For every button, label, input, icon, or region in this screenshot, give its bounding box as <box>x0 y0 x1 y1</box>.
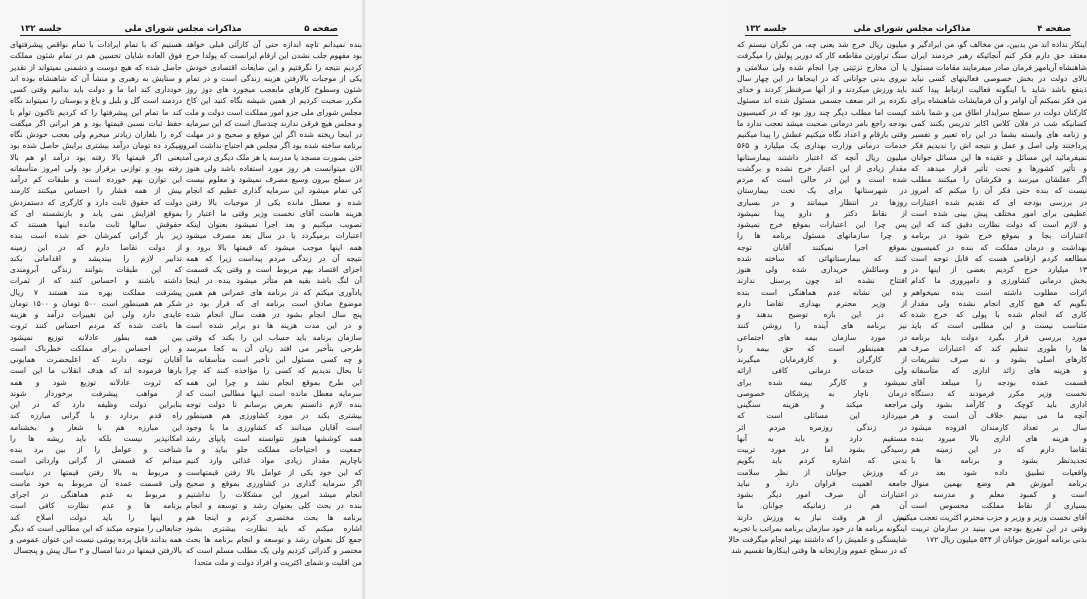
text-line: همه کوششها هنوز نتوانسته است پابپای رشد <box>186 433 362 443</box>
text-line: ولی قسمت عمده آن مربوط به خود ماست <box>10 478 182 488</box>
text-line: پیشرفت مملکت بهره مند هستند ۷ ریال <box>10 287 182 297</box>
text-line: موضوع صادق است برنامه ای که قرار بود در <box>186 298 362 308</box>
text-line: آن لنگ باشد بقیه هم متأثر میشود بنده در اینجا <box>186 276 362 286</box>
text-line: در شهرستانها برای یک تخت بیمارستان <box>737 186 907 196</box>
text-line: اشاره میکنم که باید نظارت بیشتری بشود <box>186 523 362 533</box>
text-line: تقاضا دارم که در این زمینه هم <box>911 445 1087 454</box>
text-line: میپردازد این مسائلی است که <box>737 411 907 421</box>
text-line: و اینها را باید دولت اصلاح کند <box>10 512 182 522</box>
text-line: تصویب میکنیم و بعد اجرا نمیشود بعنوان اینکه <box>186 220 362 229</box>
text-line: بخش درمانی کشاورزی و دامپروری ما کدام <box>911 276 1087 286</box>
text-line: و این احساس برای مملکت خطرناک است <box>10 343 182 353</box>
text-line: و چه کسی مسئول این تأخیر است متأسفانه ما <box>186 355 362 364</box>
text-line: که این طبقات بتوانند زندگی آبرومندی <box>10 265 182 274</box>
text-line: انجام میشد امروز این مشکلات را نداشتیم <box>186 490 362 499</box>
text-line: امکانپذیر نیست بلکه باید ریشه ها را <box>10 433 182 443</box>
text-line: این مبارزه هم با شعار و بخشنامه <box>10 422 182 432</box>
text-line: و ستایش به رهبری و منشأ آن که شاهنشاه بوده اند <box>10 73 182 83</box>
text-line: تا بحال ندیدیم که کسی را مؤاخذه کنند که چرا <box>186 366 362 376</box>
text-line: کاری که انجام شده با پولی که خرج شده <box>911 310 1087 319</box>
text-line: بیشتری بکند در مورد کشاورزی هم همینطور <box>186 411 362 421</box>
text-line: برنامه ها و عدم نظارت کافی است <box>10 501 182 511</box>
text-line: و مجلس هیچ فرقی ندارند چندسال است که این سرمایه <box>186 118 362 128</box>
text-line: عظیمی برای امور مختلف پیش بینی شده است <box>911 208 1087 218</box>
text-line: و لازم است که دولت نظارت دقیق کند که این <box>911 220 1087 229</box>
text-column-right <box>899 39 1087 585</box>
text-line: اگر سرمایه گذاری در کشاورزی بموقع و صحیح <box>186 478 362 488</box>
text-line: اعتبارات بجا و بموقع خرج شود در برنامه <box>911 231 1087 241</box>
text-line: برنامه ها بحث مختصری کردم و اینجا هم <box>186 512 362 522</box>
text-line: نیروی بدنی جوانانی که در اینجاها در این چهار سال <box>737 73 907 83</box>
text-line: بالای دولت در بخش خصوصی فعالیتهای کسی نباید <box>911 73 1087 83</box>
page-5 <box>0 0 364 599</box>
text-line: شایستگی و علمیش را که داشتند بهتر انجام میگرفت حالا <box>728 535 907 544</box>
text-line: جمعیت و احتیاجات مملکت جلو بیاید و ما <box>186 445 362 454</box>
text-line: وقتی بارقام و اعداد نگاه میکنیم عطش را پیدا میکنیم <box>737 130 907 139</box>
text-line: الان میتوانست هر روز مورد استفاده باشد ولی هنوز <box>186 163 362 173</box>
text-line: یا آن مخارج تزئینی چرا انجام شده ولی سلامتی و <box>737 62 907 72</box>
text-line: در بررسی بودجه ای که تقدیم شده اعتبارات <box>911 197 1087 207</box>
text-line: از وزیر محترم بهداری تقاضا دارم <box>737 298 907 308</box>
text-line: در مورد سازمان بیمه های اجتماعی <box>737 332 907 342</box>
text-line: خودداری کند اما ما و دولت باید بدانیم وقتی کسی <box>10 85 182 94</box>
text-line: حاصل شده که هیچ دوست و دشمنی نمیتواند از تقدیر <box>10 62 182 72</box>
session-number: جلسه ۱۳۲ <box>20 24 62 34</box>
text-line: کارهای اصلی بشود و نه صرف تشریفات <box>911 355 1087 364</box>
text-line: و هزینه های زائد اداری که متأسفانه <box>911 366 1087 376</box>
text-line: بگویم که هیچ کاری انجام نشده ولی مقدار <box>911 298 1087 308</box>
text-line: حتی بصورت مسجد یا مدرسه یا هر ملک دیگری درمی آمد <box>181 152 362 162</box>
text-line: شکر هم همینطور است ۵۰۰ تومان و ۱۵۰۰ تومان <box>10 298 182 308</box>
text-line: جامعه اهمیت فراوان دارد و نباید <box>737 478 907 488</box>
text-line: عایدی دارد ولی این تغییرات درآمد و هزینه <box>10 310 182 319</box>
text-line: بهداشت و درمان مملکت که بنده در کمیسیون <box>911 242 1087 252</box>
text-line: نیست که بنده حتی فکر آن را میکنم که امروز <box>911 186 1087 196</box>
text-line: بودجه راجع بامر درمانی صحبت میشد تعجب ندارد ما <box>737 118 907 128</box>
text-line: زیر بار گرانی کمرشان خم شده است بنده <box>10 231 182 241</box>
text-line: برنامه آموزش هم وضع بهمین منوال <box>911 478 1087 488</box>
text-line: روزها در انتظار میمانند و در بسیاری <box>737 197 907 207</box>
text-line: یعنی اگر قیمتها بالا رفته بود درآمد او هم بالا <box>10 152 182 162</box>
text-line: نتیجه آن در زندگی مردم پیداست زیرا که همه <box>186 253 362 263</box>
text-line: اینگونه برنامه ها در خود سازمان برنامه بمراتب با تجربه <box>732 523 907 533</box>
text-line: بنده نمیدانم تاچه اندازه حتی آن کارآئی قبلی خواهد <box>186 40 362 49</box>
text-line: سنگ تراورتن مقاطعه کار که دوربر پولش را میگرفت <box>737 51 907 61</box>
text-line: اگر عقلشان میرسد و فکرشان را میکنند مطلب <box>911 175 1087 184</box>
text-line: باید ورزش میکردند و از آنها صرفنظر کردند و خدای <box>737 85 907 94</box>
text-line: و این نشانه عدم هماهنگی است بنده <box>737 287 907 297</box>
text-line: رسیدگی بشود اما در مورد تربیت <box>737 445 907 454</box>
text-line: اداری باید کوچک و کارآمد بشود ولی <box>911 400 1087 409</box>
text-line: از نقاط دکتر و دارو پیدا نمیشود <box>737 208 907 218</box>
text-line: در زندگی روزمره مردم اثر <box>737 422 907 432</box>
text-line: از مواهب پیشرفت برخوردار شوند <box>10 388 182 398</box>
text-line: کردیم نتیجه را نگرفتیم و این ضایعات اقتصادی خودش <box>186 62 362 72</box>
text-line: پس چرا این اعتبارات بموقع خرج نمیشود <box>737 220 907 229</box>
text-line: مقدار زیادی از این اعتبار خرج نشده و برگشت <box>737 163 907 173</box>
text-line: همه بدانند قابل پرده پوشی نیست این عنوان عمومی و <box>10 535 182 544</box>
text-line: میکرد ده تومان درآمد بیشتری برایش حاصل شده بود <box>10 141 182 151</box>
text-line: نیز برنامه های آینده را روشن کنند <box>737 321 907 331</box>
text-line: و در این مدت هزینه ها دو برابر شده است <box>186 321 362 331</box>
text-line: کنند که بیمارستانهائی که ساخته شده <box>737 253 907 263</box>
text-line: کی تمام میشود این سرمایه گذاری عظیم که انجام <box>186 186 362 196</box>
text-line: مختصر و گذرائی کردیم ولی یک مطلب مسلم است که <box>186 546 362 556</box>
text-line: شاهنشاه آریامهر فرمان صادر میفرمایند مقامات مسئول <box>911 62 1087 72</box>
text-line: بنده لازم دانستم بعرض برسانم تا دولت توجه <box>186 400 362 409</box>
text-line: سرمایه معطل مانده است اینها مطالبی است که <box>186 388 362 398</box>
text-line: آقایان توجه دارند که اعلیحضرت همایونی <box>10 355 182 364</box>
text-line: وقتی در این تفریغ بودجه می بینید در سازمان تربیت <box>911 523 1087 533</box>
text-line: هزینه هاست آقای نخست وزیر وقتی ما اعتبار را <box>186 208 362 218</box>
text-line: درمان ناچار به پزشکان خصوصی <box>737 388 907 398</box>
text-line: هم همینطور است که حق بیمه را <box>737 343 907 353</box>
text-line: کند ما تمام این پیشرفتها را که کردیم تاکنون توأم با <box>10 107 182 117</box>
text-line: رفته بود و توازنی برقرار بود ولی امروز متأسفانه <box>10 163 182 173</box>
text-line: فوق العاده شایان تحسین هم در تمام شئون مملکت <box>10 51 182 61</box>
text-line: دولت که حقوق ثابت دارد و کارگری که دستمزدش <box>10 197 182 207</box>
text-column-left <box>10 39 182 585</box>
text-line: حفظ ثبات نسبی قیمتها بود و هر ایرانی اگر میگفت <box>10 118 182 128</box>
text-line: بود مفهوم جلب نشدن این ارقام ایرانست که پولدا خرج <box>186 51 362 61</box>
text-line: متناسب نیست و این مطلبی است که باید <box>911 321 1087 331</box>
text-line: و چرا سازمانهای مسئول برنامه ها را <box>737 231 907 241</box>
text-line: ها باعث شده که مردم احساس کنند ثروت <box>10 321 182 331</box>
text-line: که در این باره توضیح بدهند و <box>737 310 907 319</box>
text-line: شناخت و عوامل را از بین برد بنده <box>10 445 182 454</box>
text-line: و تأثیر کشورها و تحت تأثیر قرار میدهد که <box>911 163 1087 173</box>
text-line: ۱۳ میلیارد خرج کردیم بعضی از اینها در <box>911 265 1087 274</box>
text-line: بسیاری از نقاط مملکت محسوس است <box>911 501 1087 511</box>
text-line: خدمات درمانی وزارت بهداری یک میلیارد و ۵۶۵ <box>737 141 907 151</box>
text-line: و مربوط به بالا رفتن قیمتها در دنیاست <box>10 467 182 477</box>
text-line: کارکنان دولت در سطح سرایدار اطاق من و شما باشد <box>911 107 1087 117</box>
text-line: داشته باشند و احساس کنند که از ثمرات <box>10 276 182 286</box>
text-line: و هزینه های اداری بالا میرود بنده <box>911 433 1087 443</box>
text-line: که ثروت عادلانه توزیع شود و همه <box>10 377 182 387</box>
text-line: ذینفع باشد شاید با اینگونه فعالیت ارتباط پیدا کنند <box>911 85 1087 94</box>
text-line: یادآوری میکنم که در برنامه های عمرانی هم همین <box>186 287 362 297</box>
text-line: تدابیر لازم را بیندیشد و اقداماتی بکند <box>10 253 182 263</box>
page-number: صفحه ۵ <box>304 24 338 34</box>
text-line: اعتبارات آن صرف امور دیگر بشود <box>737 490 907 499</box>
text-line: پنج سال انجام بشود در هفت سال انجام شده <box>186 310 362 319</box>
text-line: افتتاح نشده اند چون پرسنل ندارند <box>737 276 907 286</box>
text-line: است و کمبود معلم و مدرسه در <box>911 490 1087 499</box>
text-line: میلیون ریال خرج شد یعنی چه، من نگران نیستم که <box>737 40 907 49</box>
text-line: که در سطح عموم وزارتخانه ها وقتی اینکارها تقسیم شد <box>731 546 907 556</box>
text-line: آنچه ما می بینیم خلاف آن است و هر <box>911 411 1087 421</box>
text-line: یکی از موجبات بالارفتن هزینه زندگی است و در تمام <box>186 73 362 83</box>
text-line: بنده در بحث کلی بعنوان رشد و توسعه و انجام <box>186 501 362 511</box>
text-line: از کارگران و کارفرمایان میگیرند <box>737 355 907 364</box>
text-line: کیست اما مطلب دیگر چند روز بود که در کمیسیون <box>737 107 907 117</box>
text-line: تجدیدنظر بشود و برنامه ها با <box>911 456 1087 466</box>
text-column-left <box>728 39 907 585</box>
text-line: که ورزش جوانان از نظر سلامت <box>737 467 907 477</box>
text-line: شئون وسطوح کارهای مابعجب میخورد های دوز روز <box>186 85 362 94</box>
text-line: راه قدم بردارد و با گرانی مبارزه کند <box>10 411 182 421</box>
text-line: نکرده بر اثر ضعف جسمی مسئول شده اند مسئول <box>737 96 907 106</box>
page-header <box>20 21 338 36</box>
text-line: همه اینها موجب میشود که قیمتها بالا برود و <box>186 242 362 252</box>
text-line: معتقد حق دارم فکر کنم آنجائیکه رهبر خردمند ایران <box>911 51 1087 61</box>
text-line: نخست وزیر مکرر فرمودند که دستگاه <box>911 388 1087 398</box>
text-line: شده و معطل مانده یکی از موجبات بالا رفتن <box>186 197 362 207</box>
text-line: ناچاریم مقدار زیادی مواد غذائی وارد کنیم <box>186 456 362 466</box>
publication-title: مذاکرات مجلس شورای ملی <box>853 24 971 34</box>
text-line: اجزای اقتصاد بهم مربوط است و وقتی یک قسمت <box>186 265 362 274</box>
text-line: من فکر نمیکنم آن اوامر و آن فرمایشات شاهنشاه برای <box>911 96 1087 106</box>
text-line: من اقلیت و شمای اکثریت و افراد دولت و ملت متحدا <box>194 557 362 567</box>
text-line: بیش از هر وقت نیاز به ورزش دارند <box>737 512 907 522</box>
session-number: جلسه ۱۳۲ <box>745 24 787 34</box>
text-line: قسمت عمده بودجه را میبلعد آقای <box>911 377 1087 387</box>
text-line: در سطح بیرون وسیع مصرف نمیشود و معلوم نیست <box>186 175 362 184</box>
publication-title: مذاکرات مجلس شورای ملی <box>124 24 242 34</box>
text-line: در اینجا ریخته شده اگر این موقع و صحیح و در مهلت <box>186 130 362 139</box>
text-line: اعتبارات برمیگردد یا در سال بعد مصرف میشود <box>186 231 362 241</box>
text-line: که این خود یکی از عوامل بالا رفتن قیمتهاست <box>186 467 362 477</box>
text-line: این توازن بهم خورده است و طبقات کم درآمد <box>10 175 182 184</box>
text-line: برنامه ساخته شده بود اگر مجلس هم احتیاج نداشت امروز <box>179 141 362 151</box>
text-line: از دولت تقاضا دارم که در این زمینه <box>10 242 182 252</box>
text-line: آن هم در زمانیکه جوانان ما <box>737 501 907 511</box>
text-column-right <box>179 39 362 585</box>
text-line: سازمان برنامه باید حساب این را بکند که وقتی <box>186 332 362 342</box>
text-line: بموقع اجرا نمیکنند آقایان توجه <box>737 242 907 252</box>
text-line: کره را بلغاران زیادتر میخرم ولی بعجب خودش نگاه <box>10 130 182 139</box>
text-line: و زنامه های وابسته بشما در این راه تعبیر و تفسیر <box>911 130 1087 139</box>
text-line: مستقیم دارد و باید به آنها <box>737 433 907 443</box>
text-line: میلیون ریال آنچه که اعتبار داشتند بیمارستانها <box>737 152 907 162</box>
text-line: بنابراین دولت وظیفه دارد که در این <box>10 400 182 409</box>
page-4 <box>365 0 1087 599</box>
text-line: جمع کل بعنوان رشد و توسعه و انجام برنامه ها بحث <box>186 535 362 544</box>
text-line: دردمند است گل و بلبل و باغ و بوستان را نمیتواند نگاه <box>10 96 182 106</box>
text-line: جنابعالی را متوجه میکند که این مطالبی است که دیگر <box>10 523 182 533</box>
text-line: و مربوط به عدم هماهنگی در اجرای <box>10 490 182 499</box>
text-line: مورد بررسی قرار بگیرد دولت باید برنامه <box>911 332 1087 342</box>
text-line: اینکار نداده اند من بدبین، من مخالف گو، من ایرادگیر و <box>911 40 1087 49</box>
text-line: میدانم که قسمتی از گرانی وارداتی است <box>10 456 182 466</box>
page-header <box>745 21 1071 36</box>
page-number: صفحه ۴ <box>1037 24 1071 34</box>
text-line: نمیفرمائید این مسائل و عقیده ها این مسائل جوانان <box>911 152 1087 162</box>
text-line: پرداختند ولی اصل و عمل و نتیجه اش را ندیدیم فکر <box>911 141 1087 151</box>
text-line: حقوقش سالها ثابت مانده اینها هستند که <box>10 220 182 229</box>
text-line: اثرات مطلوب داشته است بنده نمیخواهم <box>911 287 1087 297</box>
text-line: بارها فرموده اند که هدف انقلاب ما این است <box>10 366 182 376</box>
text-line: مراجعه میکند و هزینه سنگینی <box>737 400 907 409</box>
text-line: مکرر صحبت کردیم از همین شیشه نگاه کنید این کاخ <box>186 96 362 106</box>
text-line: بالارفتن قیمتها در دنیا امسال و ۲ سال پیش و پنجسال <box>13 546 182 556</box>
text-line: واقعیات تطبیق داده شود بعد در <box>911 467 1087 477</box>
text-line: مجلس شورای ملی جزو امور مملکت است دولت و ملت <box>184 107 362 117</box>
text-line: بدنی که اشاره کردم باید بگویم <box>737 456 907 466</box>
text-line: بین همه بطور عادلانه توزیع نمیشود <box>10 332 182 342</box>
text-line: بموقع افزایش نمی یابد و بازنشسته ای که <box>10 208 182 218</box>
text-line: آقای نخست وزیر و وزیر و حزب محترم اکثریت تعجب میکنم <box>899 512 1087 522</box>
text-line: ولی خدمات درمانی کافی ارائه <box>737 366 907 376</box>
text-line: سال بر تعداد کارمندان افزوده میشود <box>911 422 1087 432</box>
text-line: طرحی بتأخیر می افتد زیان آن به کجا میرسد <box>186 343 362 353</box>
text-line: و وسائلش خریداری شده ولی هنوز <box>737 265 907 274</box>
text-line: بیش از همه فشار را احساس میکنند کارمند <box>10 186 182 196</box>
text-line: این طرح بموقع انجام نشد و چرا این همه <box>186 377 362 387</box>
text-line: کسانیکه شب در فلان کلاس اکابر تدریس بکنند کمی <box>911 118 1087 128</box>
text-line: هستیم که با تمام ایرادات با تمام نواقص پیشرفتهای <box>10 40 182 49</box>
text-line: بدنی برنامه آموزش جوانان از ۵۴۴ میلیون ریال ۱۷۲ <box>925 535 1087 544</box>
text-line: شده است و این در حالی است که مردم <box>737 175 907 184</box>
text-line: نمیشود و کارگر بیمه شده برای <box>737 377 907 387</box>
text-line: است آقایان میدانند که کشاورزی ما با وجود <box>186 422 362 432</box>
text-line: ها را طوری تنظیم کند که اعتبارات صرف <box>911 343 1087 353</box>
text-line: مطالعه کردم ارقامی هست که قابل توجه است <box>911 253 1087 263</box>
